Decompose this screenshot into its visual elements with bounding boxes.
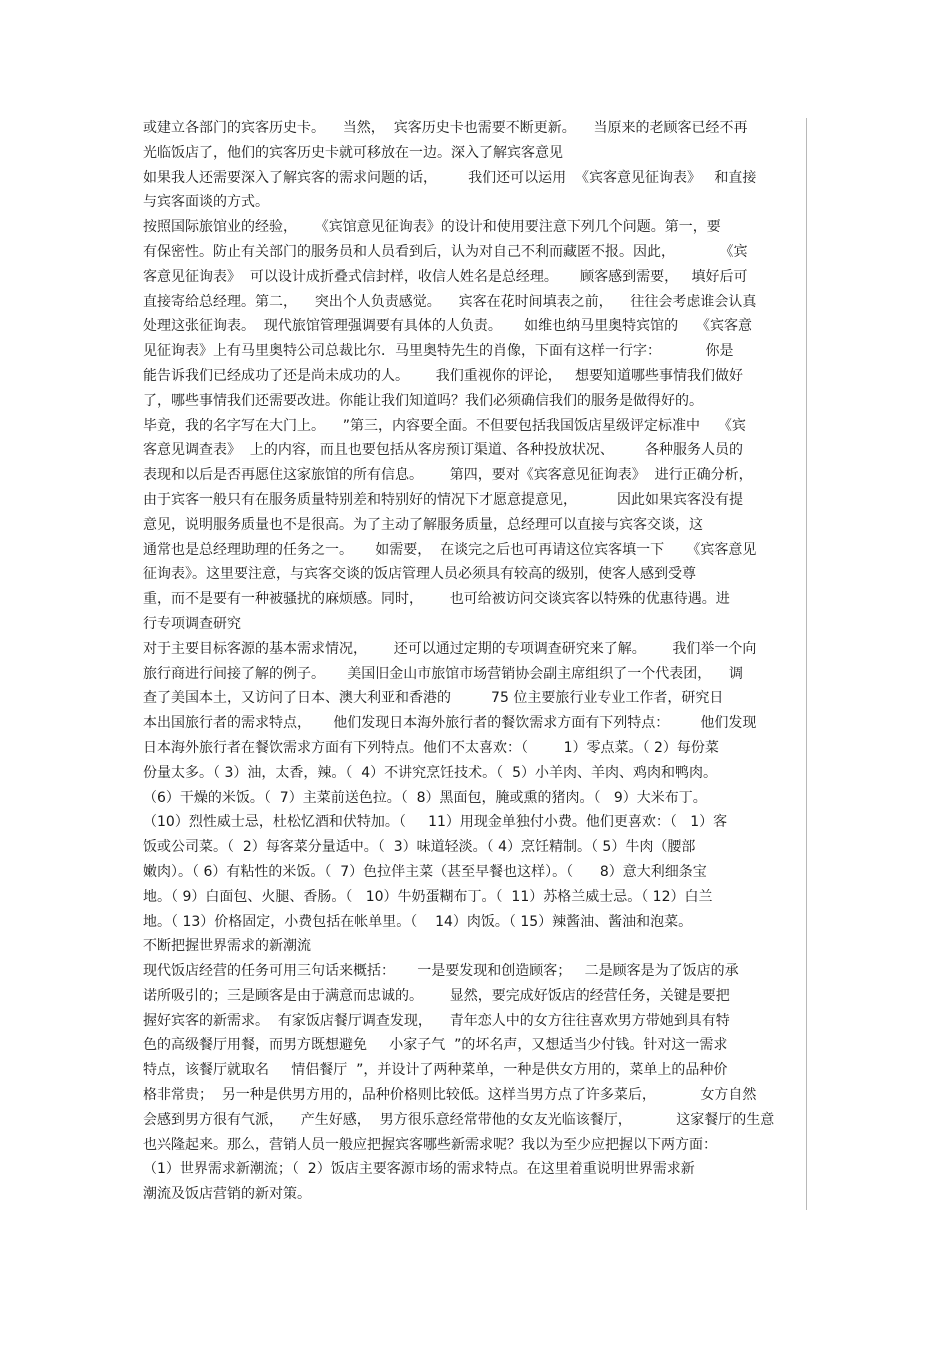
text-line: 特点，该餐厅就取名 情侣餐厅 ”，并设计了两种菜单，一种是供女方用的，菜单上的品种价 (143, 1062, 728, 1079)
text-line: 征询表》。这里要注意，与宾客交谈的饭店管理人员必须具有较高的级别，使客人感到受尊 (143, 566, 696, 583)
text-line: 或建立各部门的宾客历史卡。 当然， 宾客历史卡也需要不断更新。 当原来的老顾客已经不再 (143, 120, 748, 136)
text-line: 能告诉我们已经成功了还是尚未成功的人。 我们重视你的评论， 想要知道哪些事情我们做好 (143, 367, 744, 384)
text-line: 对于主要目标客源的基本需求情况， 还可以通过定期的专项调查研究来了解。 我们举一个向 (143, 640, 757, 657)
text-line: 旅行商进行间接了解的例子。 美国旧金山市旅馆市场营销协会副主席组织了一个代表团， 调 (143, 665, 744, 682)
text-line: 地。（ 13）价格固定，小费包括在帐单里。（ 14）肉饭。（ 15）辣酱油、酱油和泡菜。 (143, 913, 693, 930)
text-line: 如果我人还需要深入了解宾客的需求问题的话， 我们还可以运用 《宾客意见征询表》 和直接 (143, 169, 757, 186)
text-line: 通常也是总经理助理的任务之一。 如需要， 在谈完之后也可再请这位宾客填一下 《宾客意见 (143, 541, 757, 558)
text-line: 直接寄给总经理。第二， 突出个人负责感觉。 宾客在花时间填表之前， 往往会考虑谁会认真 (143, 293, 757, 310)
text-line: 行专项调查研究 (143, 615, 241, 632)
text-line: 与宾客面谈的方式。 (143, 194, 269, 211)
text-line: 客意见征询表》 可以设计成折叠式信封样，收信人姓名是总经理。 顾客感到需要， 填好后可 (143, 268, 748, 285)
text-line: 光临饭店了，他们的宾客历史卡就可移放在一边。深入了解宾客意见 (143, 144, 563, 161)
text-line: 日本海外旅行者在餐饮需求方面有下列特点。他们不太喜欢：（ 1）零点菜。（ 2）每份菜 (143, 739, 719, 756)
text-line: 嫩肉）。（ 6）有粘性的米饭。（ 7）色拉伴主菜（甚至早餐也这样）。（ 8）意大利细条宝 (143, 863, 707, 880)
text-line: 由于宾客一般只有在服务质量特别差和特别好的情况下才愿意提意见， 因此如果宾客没有提 (143, 491, 744, 508)
text-line: （10）烈性威士忌，杜松忆酒和伏特加。（ 11）用现金单独付小费。他们更喜欢：（ 1）客 (143, 814, 728, 831)
text-line: 地。（ 9）白面包、火腿、香肠。（ 10）牛奶蛋糊布丁。（ 11）苏格兰威士忌。（ 12）白兰 (143, 888, 713, 905)
text-line: 见征询表》上有马里奥特公司总裁比尔．马里奥特先生的肖像，下面有这样一行字： 你是 (143, 343, 734, 360)
text-line: 也兴隆起来。那么，营销人员一般应把握宾客哪些新需求呢？我以为至少应把握以下两方面： (143, 1136, 717, 1153)
text-line: 握好宾客的新需求。 有家饭店餐厅调查发现， 青年恋人中的女方往往喜欢男方带她到具有特 (143, 1012, 730, 1029)
text-line: 潮流及饭店营销的新对策。 (143, 1186, 311, 1203)
text-line: 重，而不是要有一种被骚扰的麻烦感。同时， 也可给被访问交谈宾客以特殊的优惠待遇。进 (143, 591, 730, 608)
text-line: 饭或公司菜。（ 2）每客菜分量适中。（ 3）味道轻淡。（ 4）烹饪精制。（ 5）牛肉（腰部 (143, 839, 696, 856)
text-line: 不断把握世界需求的新潮流 (143, 938, 311, 955)
text-line: 客意见调查表》 上的内容，而且也要包括从客房预订渠道、各种投放状况、 各种服务人员的 (143, 442, 744, 459)
text-line: 查了美国本土，又访问了日本、澳大利亚和香港的 75 位主要旅行业专业工作者，研究日 (143, 690, 724, 707)
text-line: 格非常贵； 另一种是供男方用的，品种价格则比较低。这样当男方点了许多菜后， 女方自然 (143, 1087, 757, 1104)
text-line: 毕竟，我的名字写在大门上。 ”第三，内容要全面。不但要包括我国饭店星级评定标准中 《宾 (143, 417, 746, 434)
text-line: （6）干燥的米饭。（ 7）主菜前送色拉。（ 8）黑面包，腌或熏的猪肉。（ 9）大米布丁。 (143, 789, 707, 806)
text-line: 意见，说明服务质量也不是很高。为了主动了解服务质量，总经理可以直接与宾客交谈，这 (143, 516, 703, 533)
text-line: 会感到男方很有气派， 产生好感， 男方很乐意经常带他的女友光临该餐厅， 这家餐厅的生意 (143, 1111, 775, 1128)
text-line: 有保密性。防止有关部门的服务员和人员看到后，认为对自己不利而藏匿不报。因此， 《宾 (143, 243, 748, 260)
text-line: 诺所吸引的；三是顾客是由于满意而忠诚的。 显然，要完成好饭店的经营任务，关键是要把 (143, 987, 730, 1004)
text-line: 本出国旅行者的需求特点， 他们发现日本海外旅行者的餐饮需求方面有下列特点： 他们发现 (143, 715, 757, 732)
text-line: 色的高级餐厅用餐，而男方既想避免 小家子气 ”的坏名声，又想适当少付钱。针对这一需求 (143, 1037, 728, 1054)
text-line: 现代饭店经营的任务可用三句话来概括： 一是要发现和创造顾客； 二是顾客是为了饭店的承 (143, 963, 739, 980)
text-line: 份量太多。（ 3）油，太香，辣。（ 4）不讲究烹饪技术。（ 5）小羊肉、羊肉、鸡肉和鸭肉。 (143, 764, 717, 781)
text-line: 表现和以后是否再愿住这家旅馆的所有信息。 第四，要对《宾客意见征询表》 进行正确分析， (143, 467, 753, 484)
text-line: 处理这张征询表。 现代旅馆管理强调要有具体的人负责。 如维也纳马里奥特宾馆的 《宾客意 (143, 318, 752, 335)
text-line: 按照国际旅馆业的经验， 《宾馆意见征询表》的设计和使用要注意下列几个问题。第一，要 (143, 219, 721, 236)
document-body (143, 116, 808, 1207)
text-line: 了，哪些事情我们还需要改进。你能让我们知道吗？我们必须确信我们的服务是做得好的。 (143, 392, 703, 409)
text-line: （1）世界需求新潮流；（ 2）饭店主要客源市场的需求特点。在这里着重说明世界需求新 (143, 1161, 695, 1178)
